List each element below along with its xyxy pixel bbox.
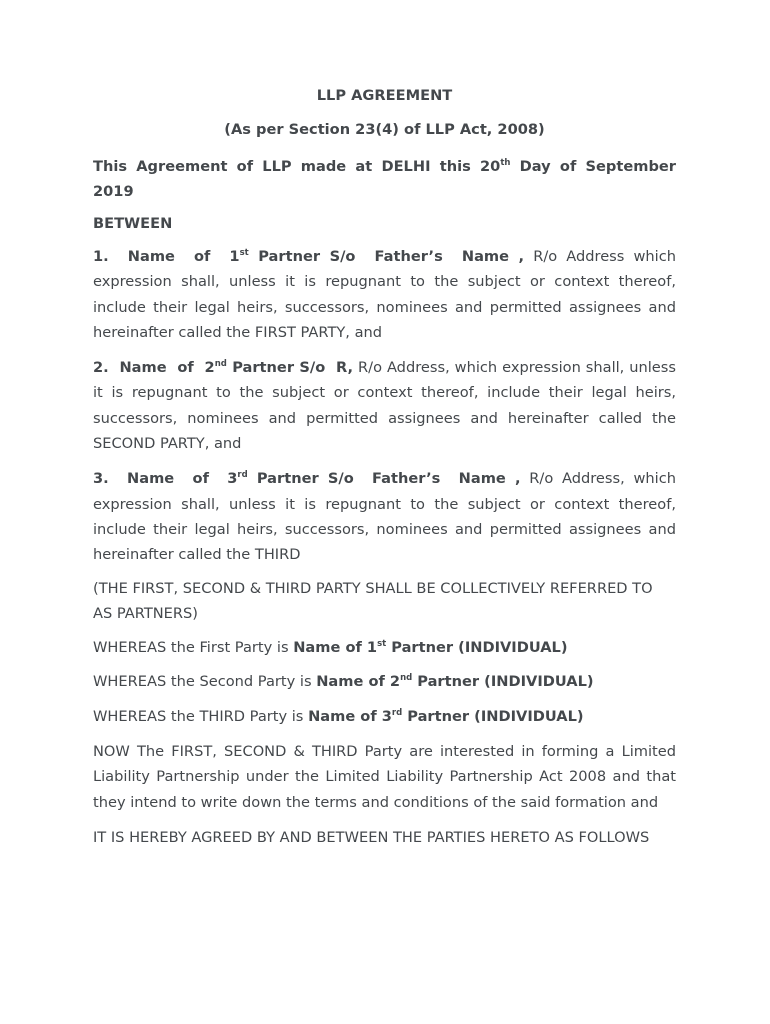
party-2-lead-start: 2. Name of 2 [93, 359, 215, 377]
party-1-lead [93, 248, 524, 265]
party-1-ordinal: st [239, 248, 249, 258]
whereas-third-party [308, 708, 583, 725]
party-3-ordinal: rd [237, 470, 248, 481]
party-1-text: R/o Address which expression shall, unless it is repugnant to the subject or context thereof, include their legal heirs, successors, nominees and permitted assignees and hereinafter called the FIRST PARTY, and [93, 248, 676, 341]
party-2-lead [93, 359, 353, 376]
agreement-intro [93, 154, 676, 204]
whereas-first-ordinal: st [377, 638, 387, 649]
party-3-lead [93, 470, 521, 487]
whereas-second-ordinal: nd [400, 673, 413, 684]
whereas-first-prefix: WHEREAS the First Party is [93, 638, 294, 656]
party-2-ordinal: nd [214, 359, 227, 370]
agreement-title: LLP AGREEMENT [316, 87, 453, 104]
party-clause-1 [93, 244, 676, 345]
party-3-lead-end: Partner S/o Father’s Name , [247, 470, 521, 488]
collective-reference: (THE FIRST, SECOND & THIRD PARTY SHALL BE COLLECTIVELY REFERRED TO AS PARTNERS) [93, 579, 653, 622]
intro-text-end: Day of September 2019 [93, 158, 676, 200]
agreement-subtitle: (As per Section 23(4) of LLP Act, 2008) [224, 121, 545, 138]
between-heading: BETWEEN [93, 215, 173, 232]
document-body [93, 86, 676, 850]
whereas-third-name: Name of 3 [308, 707, 392, 725]
whereas-third-prefix: WHEREAS the THIRD Party is [93, 707, 309, 725]
whereas-second-prefix: WHEREAS the Second Party is [93, 673, 317, 691]
party-3-lead-start: 3. Name of 3 [93, 470, 238, 488]
party-clause-2 [93, 355, 676, 456]
whereas-third-type: Partner (INDIVIDUAL) [402, 707, 584, 725]
whereas-second-party [316, 673, 593, 690]
party-2-lead-end: Partner S/o R, [226, 359, 354, 377]
party-2-text: R/o Address, which expression shall, unless it is repugnant to the subject or context thereof, include their legal heirs, successors, nominees and permitted assignees and hereinafter called the SECOND PARTY, and [93, 359, 676, 453]
party-3-text: R/o Address, which expression shall, unless it is repugnant to the subject or context thereof, include their legal heirs, successors, nominees and permitted assignees and hereinafter called the THIRD [93, 470, 676, 564]
agreed-clause: IT IS HEREBY AGREED BY AND BETWEEN THE PARTIES HERETO AS FOLLOWS [93, 828, 650, 846]
whereas-first-type: Partner (INDIVIDUAL) [386, 638, 568, 656]
whereas-second [93, 670, 676, 695]
intro-text-start: This Agreement of LLP made at DELHI this 20 [93, 158, 501, 175]
whereas-first-party [293, 639, 567, 656]
whereas-first-name: Name of 1 [293, 638, 378, 656]
whereas-third [93, 705, 676, 730]
intro-date-suffix: th [500, 158, 511, 168]
whereas-third-ordinal: rd [391, 707, 403, 718]
whereas-second-name: Name of 2 [316, 673, 401, 691]
party-clause-3 [93, 466, 676, 567]
party-1-lead-start: 1. Name of 1 [93, 248, 240, 265]
whereas-first [93, 636, 676, 661]
whereas-second-type: Partner (INDIVIDUAL) [412, 673, 594, 691]
party-1-lead-end: Partner S/o Father’s Name , [248, 248, 525, 265]
now-clause: NOW The FIRST, SECOND & THIRD Party are interested in forming a Limited Liability Partnership under the Limited Liability Partnership Act 2008 and that they intend to write down the terms and conditions of the said formation and [93, 743, 676, 811]
